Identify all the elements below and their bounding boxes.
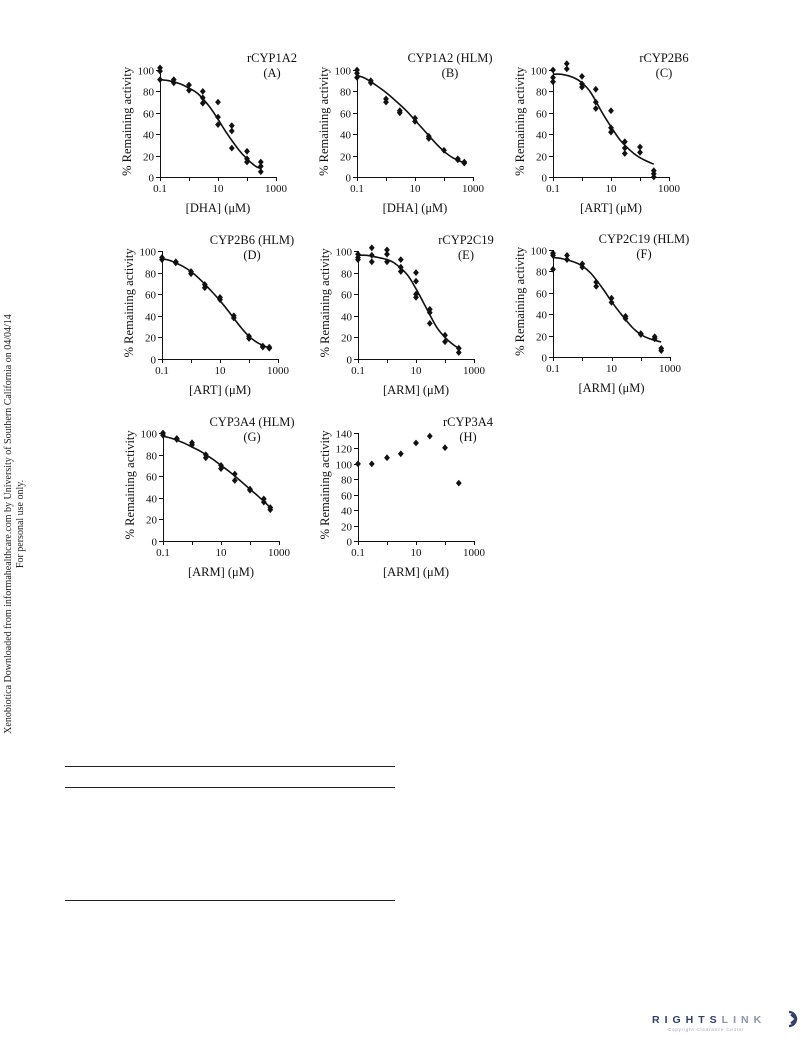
data-point [369,258,375,265]
rightslink-logo[interactable] [652,1012,796,1032]
y-tick-label: 60 [146,471,157,484]
y-tick-label: 40 [341,311,352,324]
data-point [157,76,163,83]
data-point [608,107,614,114]
data-point [593,283,599,290]
figure-panels [120,51,689,579]
chevron-circle-icon [789,1012,796,1026]
y-tick-label: 100 [530,65,547,78]
x-axis-label: [ARM] (μM) [382,565,450,579]
download-watermark: Xenobiotica Downloaded from informahealthcare.com by University of Southern California on 04/04/14 [3,314,14,734]
data-point [174,436,180,443]
y-axis-label: % Remaining activity [123,430,137,540]
data-point [398,450,404,457]
logo-text-rights: RIGHTS [652,1014,722,1026]
data-point [455,157,461,164]
x-tick-label: 1000 [267,365,289,377]
x-tick-label: 1000 [268,547,290,559]
y-tick-label: 80 [145,268,156,281]
x-tick-label: 10 [606,363,617,375]
panel-label: (E) [458,248,474,262]
fit-curve [162,259,269,349]
data-point [413,440,419,447]
panel-label: (D) [243,248,261,262]
y-tick-label: 40 [341,505,352,518]
chart-title: rCYP2C19 [438,233,494,247]
x-tick-label: 1000 [265,183,287,195]
chart-title: CYP2B6 (HLM) [209,233,295,247]
x-tick-label: 10 [215,547,227,559]
data-point [244,148,250,155]
y-tick-label: 40 [143,129,154,142]
data-point [593,86,599,93]
y-tick-label: 60 [341,490,352,503]
y-tick-label: 20 [536,151,547,164]
chart-panel [513,232,689,395]
fit-curve [160,80,261,169]
y-tick-label: 100 [334,65,351,78]
y-axis-label: % Remaining activity [513,246,527,356]
y-tick-label: 20 [341,332,352,345]
data-point [637,149,643,156]
y-tick-label: 60 [143,108,154,121]
logo-text [652,1014,766,1026]
data-point [442,332,448,339]
y-tick-label: 60 [536,288,547,301]
x-tick-label: 0.1 [351,365,365,377]
x-tick-label: 0.1 [153,183,167,195]
x-axis-label: [DHA] (μM) [185,201,251,215]
data-point [550,67,556,74]
y-tick-label: 40 [340,129,351,142]
data-point [229,128,235,135]
x-tick-label: 10 [410,365,422,377]
y-tick-label: 20 [341,521,352,534]
data-point [384,251,390,258]
x-tick-label: 1000 [658,183,680,195]
chart-panel [317,51,493,215]
x-tick-label: 10 [410,547,422,559]
y-tick-label: 20 [536,331,547,344]
x-axis-label: [ARM] (μM) [187,565,255,579]
fit-curve [553,258,661,343]
data-point [369,461,375,468]
y-tick-label: 20 [145,332,156,345]
data-point [232,471,238,478]
x-tick-label: 1000 [463,365,485,377]
chart-title: rCYP2B6 [639,51,689,65]
data-point [266,345,272,352]
chart-title: rCYP1A2 [246,51,298,65]
y-tick-label: 20 [143,151,154,164]
data-point [369,244,375,251]
panel-label: (A) [263,66,281,80]
chart-title: rCYP3A4 [442,415,494,429]
y-tick-label: 60 [341,289,352,302]
data-point [173,260,179,267]
panel-label: (B) [441,66,459,80]
y-tick-label: 0 [541,172,547,185]
data-point [564,256,570,263]
y-tick-label: 80 [536,266,547,279]
y-tick-label: 0 [150,354,156,367]
y-tick-label: 0 [541,352,547,365]
x-tick-label: 0.1 [156,547,170,559]
x-tick-label: 0.1 [546,183,560,195]
chart-title: CYP3A4 (HLM) [209,415,295,429]
y-tick-label: 40 [536,309,547,322]
data-point [461,160,467,167]
data-point [622,150,628,157]
y-tick-label: 100 [335,459,352,472]
x-tick-label: 10 [212,183,224,195]
y-tick-label: 100 [139,246,156,259]
y-tick-label: 80 [341,268,352,281]
x-tick-label: 1000 [462,183,484,195]
y-tick-label: 80 [536,86,547,99]
panel-label: (C) [655,66,673,80]
y-tick-label: 80 [146,450,157,463]
data-point [229,145,235,152]
y-tick-label: 60 [145,289,156,302]
y-tick-label: 60 [536,108,547,121]
chart-title: CYP2C19 (HLM) [598,232,690,246]
y-tick-label: 100 [137,65,154,78]
y-tick-label: 80 [340,86,351,99]
y-axis-label: % Remaining activity [318,430,332,540]
logo-text-link: LINK [721,1014,767,1026]
x-axis-label: [DHA] (μM) [382,201,448,215]
data-point [427,320,433,327]
data-point [215,99,221,106]
chart-panel [120,51,297,215]
y-axis-label: % Remaining activity [318,248,332,358]
y-axis-label: % Remaining activity [122,248,136,358]
y-tick-label: 120 [335,443,352,456]
x-tick-label: 10 [409,183,421,195]
data-point [579,73,585,80]
y-axis-label: % Remaining activity [513,66,527,176]
x-axis-label: [ARM] (μM) [578,381,645,395]
y-tick-label: 0 [148,172,154,185]
y-tick-label: 100 [530,245,547,258]
data-point [427,433,433,440]
x-axis-label: [ART] (μM) [580,201,642,215]
data-point [258,168,264,175]
x-tick-label: 0.1 [155,365,169,377]
x-tick-label: 0.1 [350,183,364,195]
y-tick-label: 20 [146,514,157,527]
y-tick-label: 40 [145,311,156,324]
chart-panel [123,415,295,579]
y-tick-label: 100 [140,428,157,441]
x-tick-label: 0.1 [546,363,560,375]
y-tick-label: 140 [335,428,352,441]
data-point [413,269,419,276]
y-tick-label: 0 [346,536,352,549]
panel-label: (G) [243,430,261,444]
data-point [413,278,419,285]
y-tick-label: 60 [340,108,351,121]
y-tick-label: 80 [143,86,154,99]
data-point [200,88,206,95]
panel-label: (H) [459,430,477,444]
y-tick-label: 100 [335,246,352,259]
fit-curve [357,75,464,163]
x-tick-label: 1000 [659,363,681,375]
x-tick-label: 0.1 [351,547,365,559]
y-tick-label: 20 [340,151,351,164]
data-point [398,256,404,263]
logo-tagline: Copyright Clearance Center [668,1027,745,1032]
chart-title: CYP1A2 (HLM) [407,51,493,65]
y-tick-label: 80 [341,474,352,487]
x-axis-label: [ARM] (μM) [382,383,450,397]
x-tick-label: 10 [605,183,617,195]
x-tick-label: 1000 [463,547,485,559]
fit-curve [163,436,270,507]
chart-panel [513,51,689,215]
x-axis-label: [ART] (μM) [189,383,251,397]
data-point [564,66,570,73]
y-axis-label: % Remaining activity [317,66,331,176]
y-tick-label: 40 [146,493,157,506]
chart-panel [318,233,494,397]
chart-panel [122,233,294,397]
y-axis-label: % Remaining activity [120,66,134,176]
y-tick-label: 0 [346,354,352,367]
y-tick-label: 0 [151,536,157,549]
y-tick-label: 0 [345,172,351,185]
data-point [354,74,360,81]
data-point [384,454,390,461]
data-point [442,444,448,451]
y-tick-label: 40 [536,129,547,142]
panel-label: (F) [636,247,652,261]
data-point [550,78,556,85]
data-point [456,349,462,356]
personal-use-notice: For personal use only. [15,479,26,569]
x-tick-label: 10 [214,365,226,377]
chart-panel [318,415,494,579]
data-point [369,252,375,259]
data-point [355,461,361,468]
data-point [456,480,462,487]
